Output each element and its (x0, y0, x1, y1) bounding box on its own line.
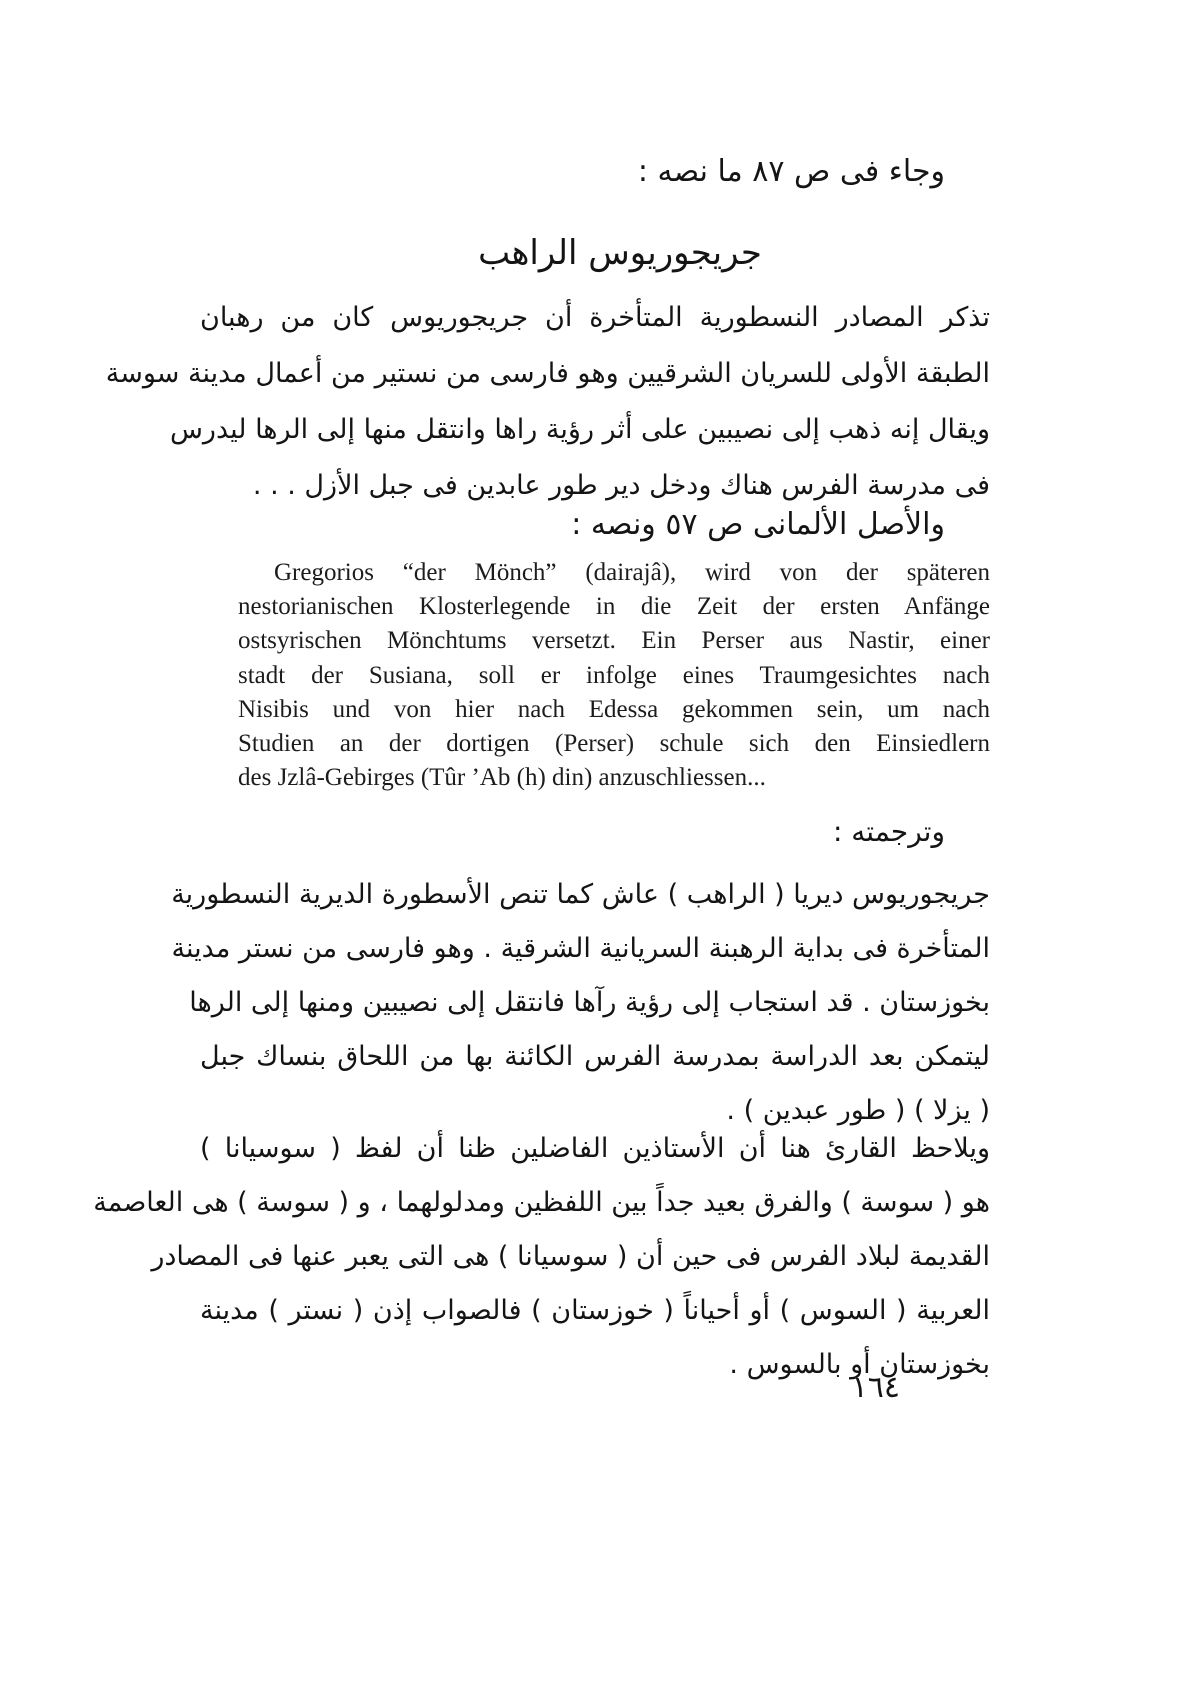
paragraph-line: الطبقة الأولى للسريان الشرقيين وهو فارسى من نستير من أعمال مدينة سوسة (105, 358, 990, 389)
german-source-intro: والأصل الألمانى ص ٥٧ ونصه : (571, 507, 945, 542)
quotation-line: des Jzlâ-Gebirges (Tûr ’Ab (h) din) anzuschliessen... (238, 764, 766, 792)
paragraph-line: فى مدرسة الفرس هناك ودخل دير طور عابدين فى جبل الأزل . . . (252, 470, 990, 501)
quotation-line: Gregorios “der Mönch” (dairajâ), wird von der späteren (274, 559, 990, 586)
paragraph-line: ( يزلا ) ( طور عبدين ) . (726, 1095, 990, 1126)
quotation-line: nestorianischen Klosterlegende in die Zeit der ersten Anfänge (238, 593, 990, 621)
paragraph-line: ويقال إنه ذهب إلى نصيبين على أثر رؤية راها وانتقل منها إلى الرها ليدرس (169, 414, 990, 445)
german-quotation (238, 556, 990, 795)
paragraph-line: تذكر المصادر النسطورية المتأخرة أن جريجوريوس كان من رهبان (200, 302, 990, 333)
paragraph-line: بخوزستان أو بالسوس . (729, 1349, 990, 1380)
paragraph-line: العربية ( السوس ) أو أحياناً ( خوزستان ) فالصواب إذن ( نستر ) مدينة (200, 1295, 990, 1326)
paragraph-line: هو ( سوسة ) والفرق بعيد جداً بين اللفظين ومدلولهما ، و ( سوسة ) هى العاصمة (93, 1187, 990, 1218)
quotation-line: Studien an der dortigen (Perser) schule sich den Einsiedlern (238, 730, 990, 758)
paragraph-line: المتأخرة فى بداية الرهبنة السريانية الشرقية . وهو فارسى من نستر مدينة (171, 933, 990, 964)
paragraph-line: القديمة لبلاد الفرس فى حين أن ( سوسيانا ) هى التى يعبر عنها فى المصادر (151, 1241, 990, 1272)
paragraph-line: بخوزستان . قد استجاب إلى رؤية رآها فانتقل إلى نصيبين ومنها إلى الرها (189, 987, 990, 1018)
quotation-line: ostsyrischen Mönchtums versetzt. Ein Perser aus Nastir, einer (238, 627, 990, 655)
intro-line: وجاء فى ص ٨٧ ما نصه : (637, 154, 945, 189)
paragraph-line: جريجوريوس ديريا ( الراهب ) عاش كما تنص الأسطورة الديرية النسطورية (171, 879, 990, 910)
page-number: ١٦٤ (851, 1370, 900, 1405)
quotation-line: Nisibis und von hier nach Edessa gekommen sein, um nach (238, 695, 990, 723)
arabic-commentary-paragraph (93, 1122, 990, 1392)
translation-intro: وترجمته : (832, 815, 945, 848)
section-heading: جريجوريوس الراهب (478, 233, 762, 273)
arabic-translation-paragraph (171, 868, 990, 1138)
arabic-paragraph-1 (105, 290, 990, 514)
quotation-line: stadt der Susiana, soll er infolge eines Traumgesichtes nach (238, 661, 990, 689)
paragraph-line: ليتمكن بعد الدراسة بمدرسة الفرس الكائنة بها من اللحاق بنساك جبل (200, 1041, 990, 1072)
paragraph-line: ويلاحظ القارئ هنا أن الأستاذين الفاضلين ظنا أن لفظ ( سوسيانا ) (200, 1133, 990, 1164)
